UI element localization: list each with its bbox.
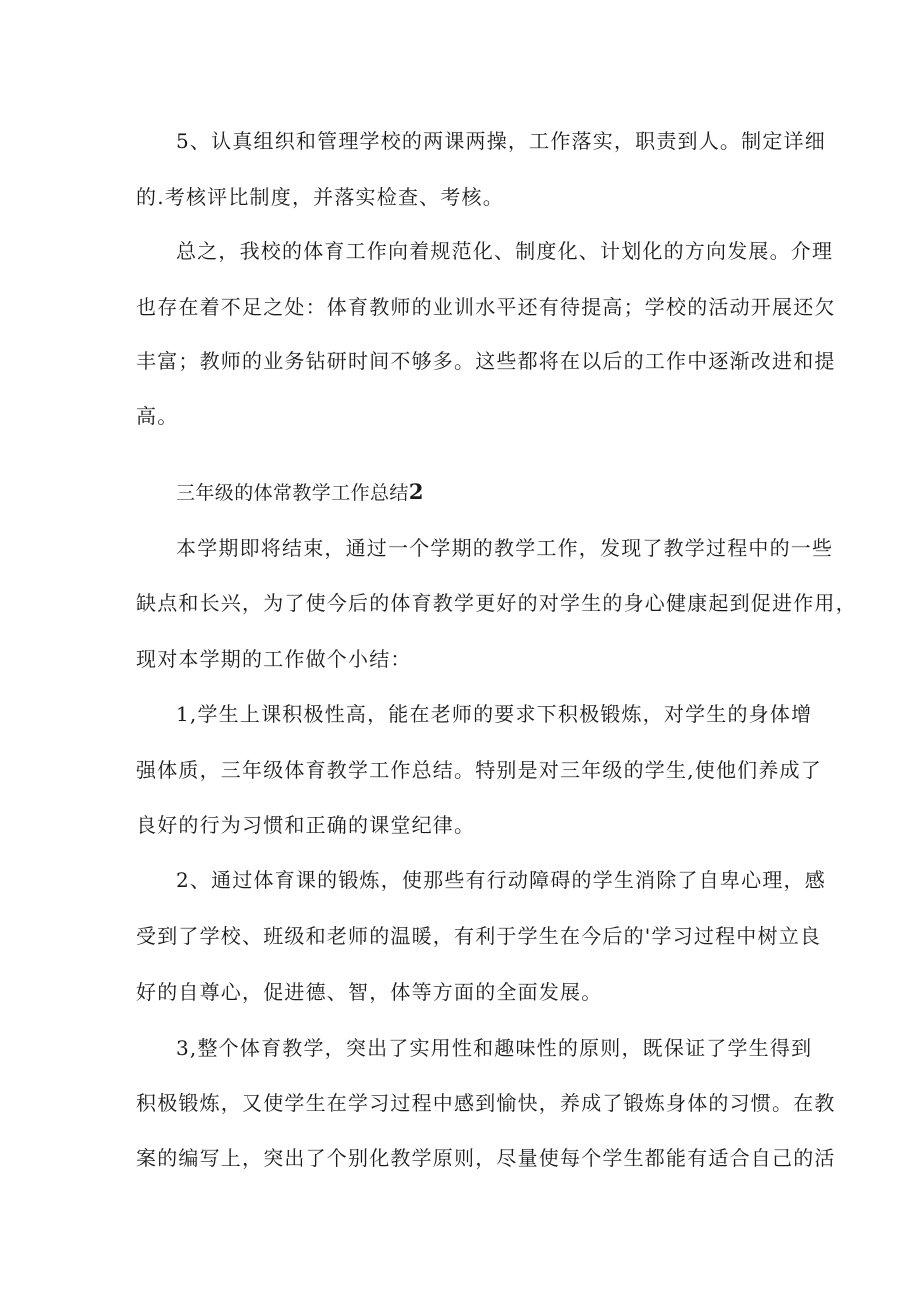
text-line: 积极锻炼，又使学生在学习过程中感到愉快，养成了锻炼身体的习惯。在教 [136,1091,836,1115]
text-line: 缺点和长兴，为了使今后的体育教学更好的对学生的身心健康起到促进作用， [136,591,857,615]
text-line: 2、通过体育课的锻炼，使那些有行动障碍的学生消除了自卑心理，感 [176,868,826,892]
text-line: 高。 [136,404,179,428]
text-line: 强体质，三年级体育教学工作总结。特别是对三年级的学生,使他们养成了 [136,758,822,782]
text-line: 5、认真组织和管理学校的两课两操，工作落实，职责到人。制定详细 [176,129,826,153]
text-line: 也存在着不足之处：体育教师的业训水平还有待提高；学校的活动开展还欠 [136,295,836,319]
section-heading-number: 2 [408,479,424,504]
text-line: 现对本学期的工作做个小结： [136,647,412,671]
text-line: 丰富；教师的业务钻研时间不够多。这些都将在以后的工作中逐渐改进和提 [136,349,836,373]
text-line: 良好的行为习惯和正确的课堂纪律。 [136,813,476,837]
text-line: 本学期即将结束，通过一个学期的教学工作，发现了教学过程中的一些 [176,536,834,560]
text-line: 好的自尊心，促进德、智，体等方面的全面发展。 [136,980,603,1004]
text-line: 3,整个体育教学，突出了实用性和趣味性的原则，既保证了学生得到 [176,1036,813,1060]
text-line: 总之，我校的体育工作向着规范化、制度化、计划化的方向发展。介理 [176,239,834,263]
section-heading [176,478,424,507]
text-line: 的.考核评比制度，并落实检查、考核。 [136,185,504,209]
text-line: 1,学生上课积极性高，能在老师的要求下积极锻炼，对学生的身体增 [176,702,813,726]
section-heading-text: 三年级的体常教学工作总结 [176,482,409,504]
text-line: 受到了学校、班级和老师的温暖，有利于学生在今后的'学习过程中树立良 [136,924,822,948]
text-line: 案的编写上，突出了个别化教学原则，尽量使每个学生都能有适合自己的活 [136,1146,836,1170]
